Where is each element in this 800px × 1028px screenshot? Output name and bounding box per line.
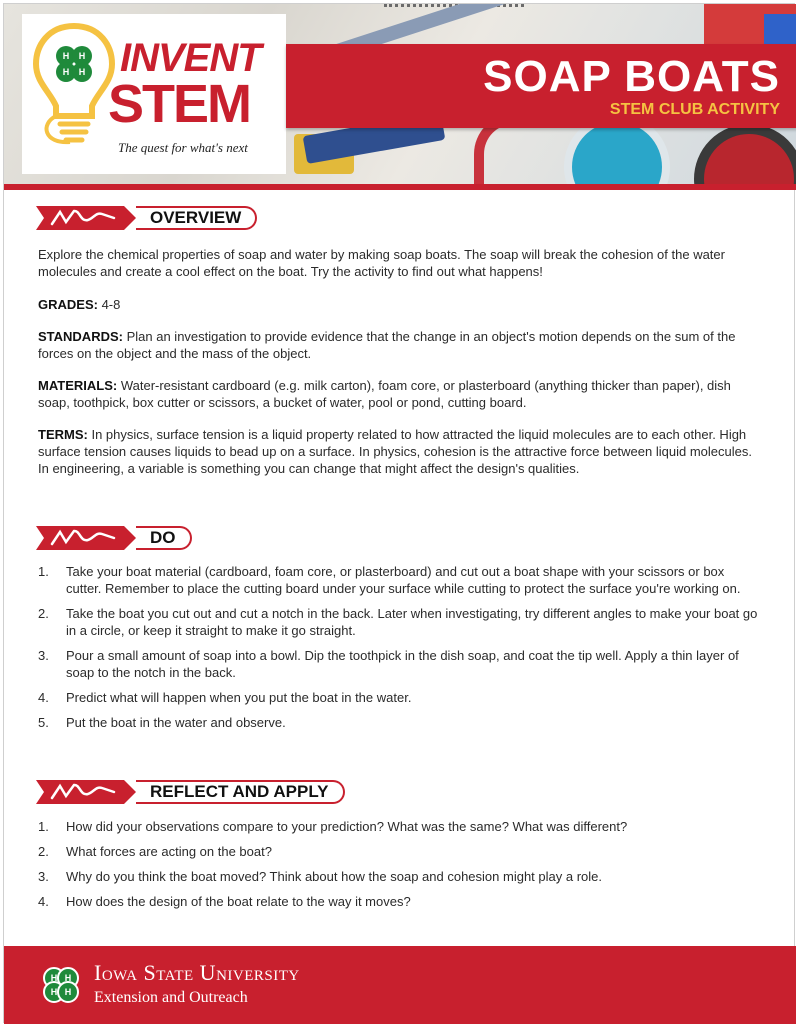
list-number: 3. (38, 648, 49, 663)
list-item (38, 714, 762, 731)
terms-paragraph (38, 426, 762, 477)
list-number: 1. (38, 819, 49, 834)
svg-text:H: H (78, 51, 86, 61)
logo-stem-word: STEM (108, 74, 251, 134)
red-wheel-decoration (694, 124, 796, 184)
list-text: Take your boat material (cardboard, foam core, or plasterboard) and cut out a boat shape with your scissors or box cutter. Remember to place the cutting board under your surface while cutting to protect the surface you're working on. (66, 564, 741, 596)
list-item (38, 605, 762, 639)
list-number: 1. (38, 564, 49, 579)
toy-block-blue-decoration (764, 14, 796, 44)
svg-text:H: H (50, 973, 58, 983)
svg-text:H: H (50, 987, 58, 997)
header-banner (4, 4, 796, 184)
svg-text:H: H (64, 973, 72, 983)
list-item (38, 868, 762, 885)
list-number: 2. (38, 844, 49, 859)
overview-intro: Explore the chemical properties of soap and water by making soap boats. The soap will break the cohesion of the water molecules and create a cool effect on the boat. Try the activity to find out what happens! (38, 247, 725, 279)
list-item (38, 563, 762, 597)
page-subtitle: STEM CLUB ACTIVITY (609, 101, 780, 118)
footer (4, 946, 796, 1024)
list-text: How does the design of the boat relate to the way it moves? (66, 894, 411, 909)
reflect-heading: REFLECT AND APPLY (136, 780, 345, 804)
squiggle-arrow-icon (36, 522, 136, 554)
four-h-clover-icon (40, 964, 82, 1006)
logo-invent-word: INVENT (120, 36, 261, 80)
list-number: 2. (38, 606, 49, 621)
university-name: Iowa State University (94, 960, 300, 985)
list-text: How did your observations compare to your prediction? What was the same? What was different? (66, 819, 628, 834)
list-item (38, 818, 762, 835)
terms-label: TERMS: (38, 427, 88, 442)
grades-paragraph (38, 296, 762, 313)
svg-text:H: H (78, 67, 86, 77)
list-text: What forces are acting on the boat? (66, 844, 272, 859)
list-text: Why do you think the boat moved? Think about how the soap and cohesion might play a role. (66, 869, 602, 884)
invent-stem-logo (22, 14, 286, 174)
list-text: Take the boat you cut out and cut a notch in the back. Later when investigating, try different angles to make your boat go in a circle, or keep it straight to make it go straight. (66, 606, 758, 638)
list-text: Put the boat in the water and observe. (66, 715, 286, 730)
grades-label: GRADES: (38, 297, 98, 312)
standards-label: STANDARDS: (38, 329, 123, 344)
materials-paragraph (38, 377, 762, 411)
list-number: 4. (38, 690, 49, 705)
university-unit: Extension and Outreach (94, 989, 248, 1006)
standards-value: Plan an investigation to provide evidence that the change in an object's motion depends on the sum of the forces on the object and the mass of the object. (38, 329, 736, 361)
terms-value: In physics, surface tension is a liquid property related to how attracted the liquid molecules are to each other. High surface tension causes liquids to bead up on a surface. In physics, cohesion is the attractive force between liquid molecules. In engineering, a variable is something you can change that might affect the design's qualities. (38, 427, 752, 476)
page-title: SOAP BOATS (483, 52, 780, 101)
reflect-questions-list (38, 818, 762, 918)
list-item (38, 843, 762, 860)
materials-value: Water-resistant cardboard (e.g. milk carton), foam core, or plasterboard (anything thicker than paper), dish soap, toothpick, box cutter or scissors, a bucket of water, pool or pond, cutting board. (38, 378, 731, 410)
standards-paragraph (38, 328, 762, 362)
materials-label: MATERIALS: (38, 378, 118, 393)
lightbulb-clover-icon (30, 20, 118, 148)
list-text: Pour a small amount of soap into a bowl. Dip the toothpick in the dish soap, and coat the tip well. Apply a thin layer of soap to the notch in the back. (66, 648, 739, 680)
list-number: 3. (38, 869, 49, 884)
list-item (38, 647, 762, 681)
squiggle-arrow-icon (36, 776, 136, 808)
header-divider (4, 184, 796, 190)
title-banner (286, 44, 796, 128)
list-number: 4. (38, 894, 49, 909)
list-item (38, 689, 762, 706)
list-number: 5. (38, 715, 49, 730)
list-item (38, 893, 762, 910)
svg-text:H: H (64, 987, 72, 997)
grades-value: 4-8 (101, 297, 121, 312)
list-text: Predict what will happen when you put the boat in the water. (66, 690, 412, 705)
svg-text:H: H (62, 67, 70, 77)
do-heading: DO (136, 526, 192, 550)
overview-heading: OVERVIEW (136, 206, 257, 230)
squiggle-arrow-icon (36, 202, 136, 234)
svg-text:H: H (62, 51, 70, 61)
logo-tagline: The quest for what's next (118, 140, 248, 155)
do-steps-list (38, 563, 762, 739)
